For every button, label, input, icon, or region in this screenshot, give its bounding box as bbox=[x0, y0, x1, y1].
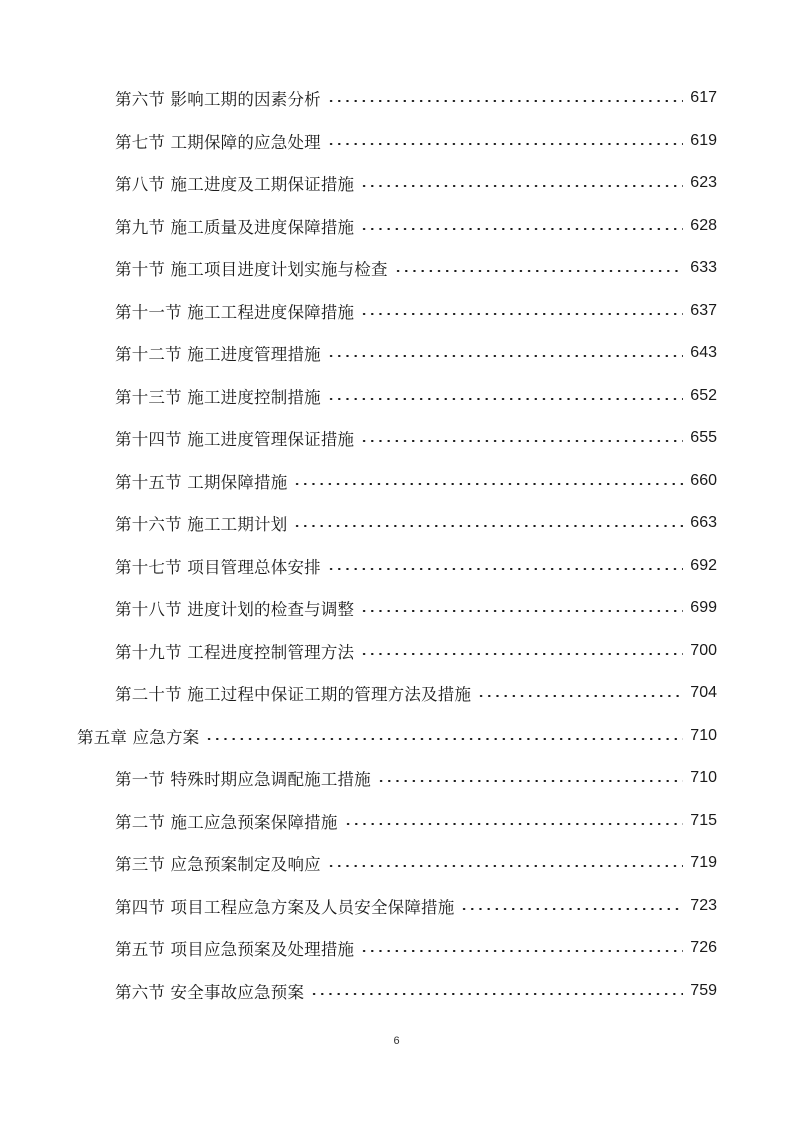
toc-section-entry[interactable] bbox=[0, 247, 793, 290]
toc-entry-title: 第十四节 施工进度管理保证措施 bbox=[115, 430, 355, 450]
toc-dot-leader bbox=[477, 695, 683, 697]
toc-section-entry[interactable] bbox=[0, 460, 793, 503]
toc-entry-title: 第十六节 施工工期计划 bbox=[115, 515, 288, 535]
toc-section-entry[interactable] bbox=[0, 205, 793, 248]
toc-entry-title: 第六节 影响工期的因素分析 bbox=[115, 90, 321, 110]
toc-entry-title: 第二节 施工应急预案保障措施 bbox=[115, 812, 338, 832]
toc-dot-leader bbox=[460, 908, 683, 910]
toc-entry-title: 第九节 施工质量及进度保障措施 bbox=[115, 217, 355, 237]
toc-section-entry[interactable] bbox=[0, 630, 793, 673]
toc-entry-title: 第十七节 项目管理总体安排 bbox=[115, 557, 321, 577]
toc-entry-page: 759 bbox=[690, 981, 717, 999]
toc-dot-leader bbox=[394, 270, 683, 272]
toc-dot-leader bbox=[377, 780, 683, 782]
toc-dot-leader bbox=[205, 738, 683, 740]
toc-entry-page: 723 bbox=[690, 896, 717, 914]
toc-entry-page: 704 bbox=[690, 684, 717, 702]
toc-section-entry[interactable] bbox=[0, 290, 793, 333]
toc-entry-page: 643 bbox=[690, 344, 717, 362]
toc-entry-title: 第六节 安全事故应急预案 bbox=[115, 982, 305, 1002]
toc-dot-leader bbox=[360, 653, 683, 655]
toc-dot-leader bbox=[360, 228, 683, 230]
toc-section-entry[interactable] bbox=[0, 502, 793, 545]
toc-entry-page: 633 bbox=[690, 259, 717, 277]
toc-dot-leader bbox=[360, 950, 683, 952]
toc-section-entry[interactable] bbox=[0, 970, 793, 1013]
toc-dot-leader bbox=[360, 610, 683, 612]
toc-entry-title: 第七节 工期保障的应急处理 bbox=[115, 132, 321, 152]
toc-dot-leader bbox=[310, 993, 683, 995]
toc-entry-page: 623 bbox=[690, 174, 717, 192]
toc-section-entry[interactable] bbox=[0, 162, 793, 205]
toc-entry-page: 726 bbox=[690, 939, 717, 957]
toc-dot-leader bbox=[327, 568, 683, 570]
toc-entry-page: 699 bbox=[690, 599, 717, 617]
toc-entry-title: 第五章 应急方案 bbox=[77, 727, 200, 747]
toc-entry-title: 第十三节 施工进度控制措施 bbox=[115, 387, 321, 407]
toc-entry-title: 第十二节 施工进度管理措施 bbox=[115, 345, 321, 365]
toc-chapter-entry[interactable] bbox=[0, 715, 793, 758]
toc-entry-page: 710 bbox=[690, 769, 717, 787]
toc-section-entry[interactable] bbox=[0, 800, 793, 843]
table-of-contents bbox=[0, 77, 793, 1012]
toc-section-entry[interactable] bbox=[0, 757, 793, 800]
toc-entry-title: 第十一节 施工工程进度保障措施 bbox=[115, 302, 355, 322]
toc-entry-title: 第五节 项目应急预案及处理措施 bbox=[115, 940, 355, 960]
toc-section-entry[interactable] bbox=[0, 77, 793, 120]
toc-entry-page: 637 bbox=[690, 301, 717, 319]
toc-entry-page: 719 bbox=[690, 854, 717, 872]
toc-entry-page: 692 bbox=[690, 556, 717, 574]
toc-section-entry[interactable] bbox=[0, 842, 793, 885]
toc-section-entry[interactable] bbox=[0, 375, 793, 418]
toc-entry-page: 710 bbox=[690, 726, 717, 744]
toc-entry-page: 663 bbox=[690, 514, 717, 532]
toc-entry-page: 660 bbox=[690, 471, 717, 489]
page-number: 6 bbox=[393, 1035, 400, 1047]
toc-entry-title: 第八节 施工进度及工期保证措施 bbox=[115, 175, 355, 195]
toc-entry-page: 652 bbox=[690, 386, 717, 404]
toc-dot-leader bbox=[360, 185, 683, 187]
toc-section-entry[interactable] bbox=[0, 672, 793, 715]
toc-entry-title: 第三节 应急预案制定及响应 bbox=[115, 855, 321, 875]
toc-entry-page: 619 bbox=[690, 131, 717, 149]
toc-dot-leader bbox=[344, 823, 683, 825]
toc-section-entry[interactable] bbox=[0, 587, 793, 630]
toc-section-entry[interactable] bbox=[0, 885, 793, 928]
toc-entry-page: 628 bbox=[690, 216, 717, 234]
toc-dot-leader bbox=[327, 398, 683, 400]
toc-entry-title: 第十五节 工期保障措施 bbox=[115, 472, 288, 492]
toc-section-entry[interactable] bbox=[0, 545, 793, 588]
toc-section-entry[interactable] bbox=[0, 417, 793, 460]
toc-entry-title: 第十节 施工项目进度计划实施与检查 bbox=[115, 260, 388, 280]
toc-entry-title: 第二十节 施工过程中保证工期的管理方法及措施 bbox=[115, 685, 472, 705]
toc-entry-page: 617 bbox=[690, 89, 717, 107]
toc-entry-title: 第十八节 进度计划的检查与调整 bbox=[115, 600, 355, 620]
toc-entry-page: 655 bbox=[690, 429, 717, 447]
toc-dot-leader bbox=[327, 355, 683, 357]
toc-dot-leader bbox=[360, 440, 683, 442]
toc-dot-leader bbox=[327, 100, 683, 102]
toc-dot-leader bbox=[293, 483, 683, 485]
toc-entry-title: 第十九节 工程进度控制管理方法 bbox=[115, 642, 355, 662]
toc-dot-leader bbox=[327, 143, 683, 145]
toc-section-entry[interactable] bbox=[0, 927, 793, 970]
toc-dot-leader bbox=[360, 313, 683, 315]
toc-section-entry[interactable] bbox=[0, 332, 793, 375]
toc-section-entry[interactable] bbox=[0, 120, 793, 163]
toc-dot-leader bbox=[293, 525, 683, 527]
toc-entry-page: 715 bbox=[690, 811, 717, 829]
toc-entry-title: 第四节 项目工程应急方案及人员安全保障措施 bbox=[115, 897, 455, 917]
toc-entry-page: 700 bbox=[690, 641, 717, 659]
toc-dot-leader bbox=[327, 865, 683, 867]
toc-entry-title: 第一节 特殊时期应急调配施工措施 bbox=[115, 770, 371, 790]
